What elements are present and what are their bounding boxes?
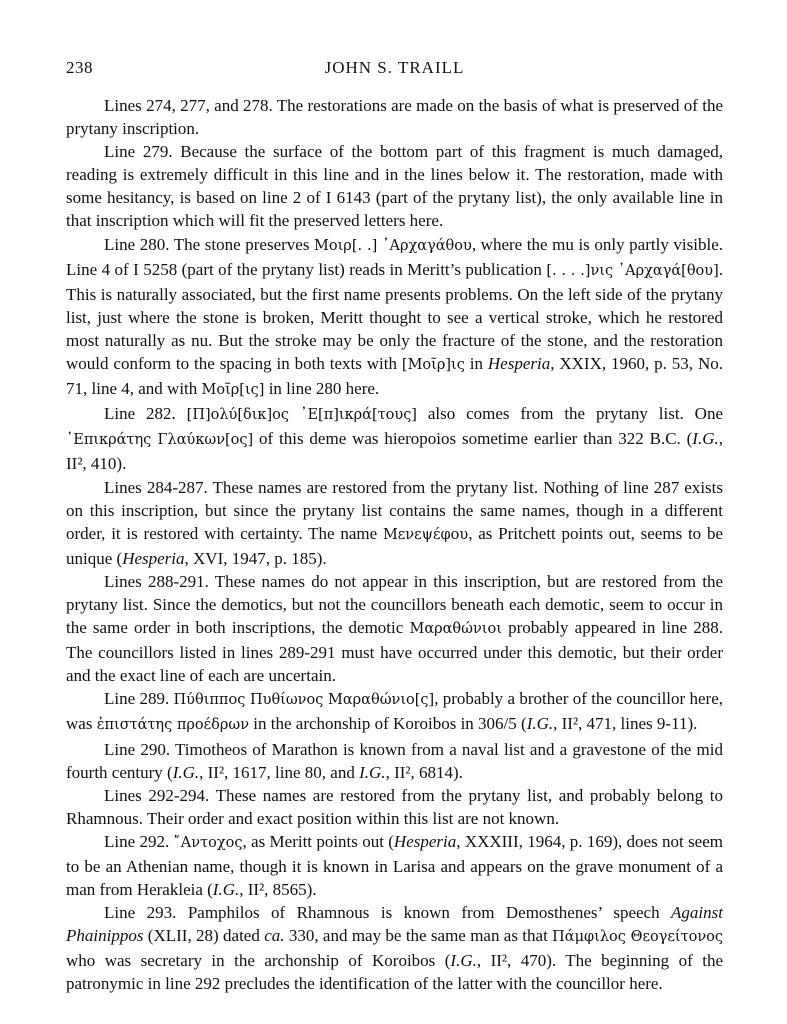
greek-text: Μοῖρ[ις] <box>201 382 265 399</box>
italic-text: I.G. <box>450 951 477 971</box>
greek-text: Μαραθώνιοι <box>409 621 502 638</box>
text-run: . This is naturally associated, but the first name presents problems. On the left side of the prytany list, just where the stone is broken, Meritt thought to see a vertical stroke, which he restored most naturally as nu. But the stroke may be only the fracture of the stone, and the restoration would conform to the spacing in both texts with <box>66 259 724 374</box>
commentary-paragraph <box>66 570 723 687</box>
text-run: in line 280 here. <box>264 379 380 399</box>
page-header <box>66 58 723 80</box>
text-run: Line 280. The stone preserves <box>104 234 315 254</box>
commentary-paragraph <box>66 738 723 784</box>
text-run: Line 289. <box>104 689 174 709</box>
page-number: 238 <box>66 58 93 77</box>
text-run: probably appeared in line 288. The councillors listed in lines 289-291 must have occurred under this demotic, but their order and the exact line of each are uncertain. <box>66 618 723 686</box>
greek-text: Πάμφιλος Θεογείτονος <box>552 929 724 946</box>
text-run: , II², 410). <box>66 429 723 474</box>
italic-text: I.G. <box>692 429 719 449</box>
italic-text: I.G. <box>526 714 554 734</box>
text-run: , as Pritchett points out, seems to be unique ( <box>66 523 724 568</box>
greek-text: [Μοῖρ]ις <box>401 357 465 374</box>
text-run: in <box>464 354 488 374</box>
text-run: in the archonship of Koroibos in 306/5 ( <box>249 714 527 734</box>
text-run: , II², 470). The beginning of the patronymic in line 292 precludes the identification of the latter with the councillor here. <box>66 951 724 994</box>
greek-text: ἐπιστάτης προέδρων <box>96 717 250 734</box>
running-head: JOHN S. TRAILL <box>324 58 465 77</box>
greek-text: [Π]ολύ[δικ]ος ᾿Ε[π]ικρά[τους] <box>186 407 417 424</box>
text-run: Lines 284-287. These names are restored from the prytany list. Nothing of line 287 exists on this inscription, but since the prytany list contains the same names, though in a different order, it is restored with certainty. The name <box>66 477 723 543</box>
italic-text: I.G. <box>359 762 386 782</box>
commentary-paragraph <box>66 140 723 232</box>
italic-text: Hesperia <box>393 831 457 851</box>
text-run: Lines 274, 277, and 278. The restorations are made on the basis of what is preserved of the prytany inscription. <box>66 96 723 139</box>
greek-text: Πύθιππος Πυθίωνος Μαραθώνιο[ς] <box>173 692 435 709</box>
text-run: Line 282. <box>104 404 187 424</box>
text-run: Line 279. Because the surface of the bottom part of this fragment is much damaged, reading is extremely difficult in this line and in the lines below it. The restoration, made with some hesitancy, is based on line 2 of I 6143 (part of the prytany list), the only available line in that inscription which will fit the preserved letters here. <box>66 142 723 231</box>
text-run: , XXXIII, 1964, p. 169), does not seem to be an Athenian name, though it is known in Larisa and appears on the grave monument of a man from Herakleia ( <box>66 831 724 900</box>
text-run: , II², 471, lines 9-11). <box>553 714 698 734</box>
italic-text: Hesperia <box>122 548 185 568</box>
italic-text: Against Phainippos <box>66 903 723 946</box>
commentary-paragraph <box>66 687 723 737</box>
commentary-paragraph <box>66 901 723 995</box>
greek-text: [. . . .]νις ᾿Αρχαγά[θου] <box>546 262 719 279</box>
text-run: of this deme was hieropoios sometime earlier than 322 B.C. ( <box>253 429 693 449</box>
greek-text: ῎Αντοχος <box>173 834 243 851</box>
text-run: also comes from the prytany list. One <box>416 404 723 424</box>
text-run: , probably a brother of the councillor here, was <box>66 689 724 734</box>
text-run: Line 293. Pamphilos of Rhamnous is known from Demosthenes’ speech <box>104 903 672 923</box>
text-run: Line 290. Timotheos of Marathon is known from a naval list and a gravestone of the mid fourth century ( <box>66 739 723 782</box>
italic-text: Hesperia <box>487 354 551 374</box>
italic-text: ca. <box>264 926 285 946</box>
italic-text: I.G. <box>172 762 200 782</box>
greek-text: Μενεψέφου <box>382 526 469 543</box>
text-run: , II², 1617, line 80, and <box>199 762 360 782</box>
greek-text: Μοιρ[. .] ᾿Αρχαγάθου <box>314 237 472 254</box>
text-run: , as Meritt points out ( <box>242 831 394 851</box>
italic-text: I.G. <box>212 880 240 900</box>
text-run: , XVI, 1947, p. 185). <box>184 548 327 568</box>
text-run: Line 292. <box>104 831 174 851</box>
commentary-body <box>66 94 723 996</box>
commentary-paragraph <box>66 233 723 403</box>
text-run: (XLII, 28) dated <box>143 926 265 946</box>
text-run: , II², 8565). <box>239 880 317 900</box>
text-run: Lines 292-294. These names are restored from the prytany list, and probably belong to Rhamnous. Their order and exact position within this list are not known. <box>66 785 723 828</box>
text-run: who was secretary in the archonship of Koroibos ( <box>66 951 451 971</box>
text-run: , where the mu is only partly visible. Line 4 of I 5258 (part of the prytany list) reads in Meritt’s publication <box>66 234 724 279</box>
text-run: 330, and may be the same man as that <box>284 926 553 946</box>
text-run: , XXIX, 1960, p. 53, No. 71, line 4, and with <box>66 354 723 399</box>
commentary-paragraph <box>66 402 723 475</box>
text-run: Lines 288-291. These names do not appear in this inscription, but are restored from the prytany list. Since the demotics, but not the councillors beneath each demotic, seem to occur in the same order in both inscriptions, the demotic <box>66 571 723 638</box>
commentary-paragraph <box>66 830 723 901</box>
commentary-paragraph <box>66 94 723 140</box>
commentary-paragraph <box>66 784 723 830</box>
greek-text: ᾿Επικράτης Γλαύκων[ος] <box>66 432 254 449</box>
text-run: , II², 6814). <box>385 762 463 782</box>
commentary-paragraph <box>66 476 723 570</box>
